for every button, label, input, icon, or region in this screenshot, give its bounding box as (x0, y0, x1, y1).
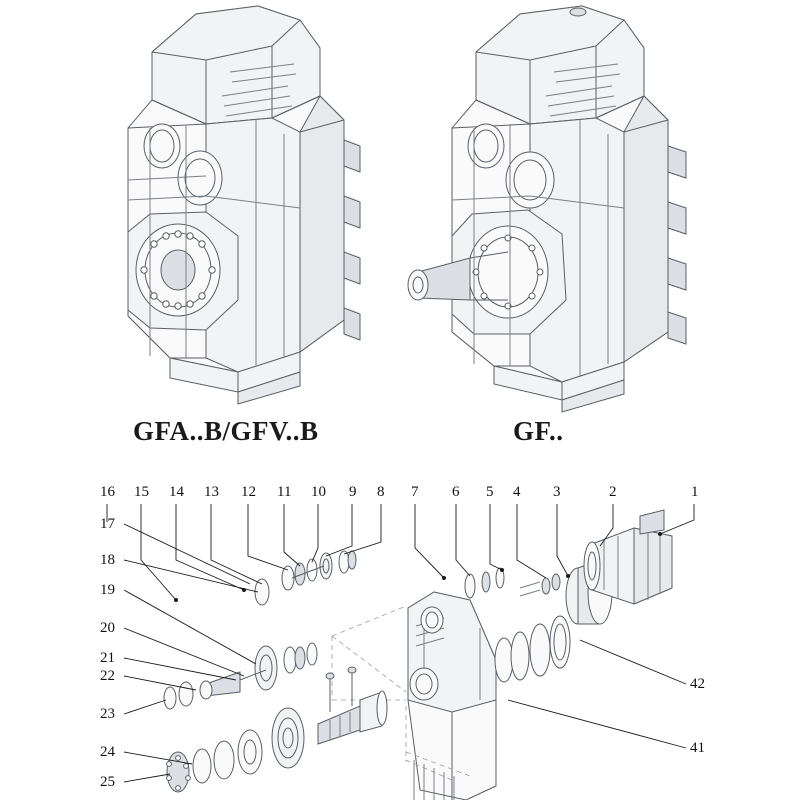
callout-13: 13 (204, 484, 219, 500)
callout-6: 6 (452, 484, 460, 500)
exploded-assembly-drawing (107, 504, 694, 800)
callout-23: 23 (100, 706, 115, 722)
callout-21: 21 (100, 650, 115, 666)
callout-17: 17 (100, 516, 115, 532)
callout-19: 19 (100, 582, 115, 598)
callout-1: 1 (691, 484, 699, 500)
callout-3: 3 (553, 484, 561, 500)
callout-24: 24 (100, 744, 115, 760)
callout-5: 5 (486, 484, 494, 500)
callout-41: 41 (690, 740, 705, 756)
callout-20: 20 (100, 620, 115, 636)
callout-2: 2 (609, 484, 617, 500)
gear-unit-gf (408, 6, 686, 412)
callout-12: 12 (241, 484, 256, 500)
callout-16: 16 (100, 484, 115, 500)
callout-15: 15 (134, 484, 149, 500)
leader-lines-left (124, 524, 258, 782)
caption-gf: GF.. (513, 416, 564, 446)
callout-18: 18 (100, 552, 115, 568)
callout-11: 11 (277, 484, 292, 500)
callout-25: 25 (100, 774, 115, 790)
callout-7: 7 (411, 484, 419, 500)
callout-42: 42 (690, 676, 705, 692)
gear-unit-gfa-b-gfv-b (128, 6, 360, 404)
callout-22: 22 (100, 668, 115, 684)
callout-8: 8 (377, 484, 385, 500)
callout-4: 4 (513, 484, 521, 500)
callout-14: 14 (169, 484, 184, 500)
callout-9: 9 (349, 484, 357, 500)
caption-gfa-b-gfv-b: GFA..B/GFV..B (133, 416, 319, 446)
callout-10: 10 (311, 484, 326, 500)
